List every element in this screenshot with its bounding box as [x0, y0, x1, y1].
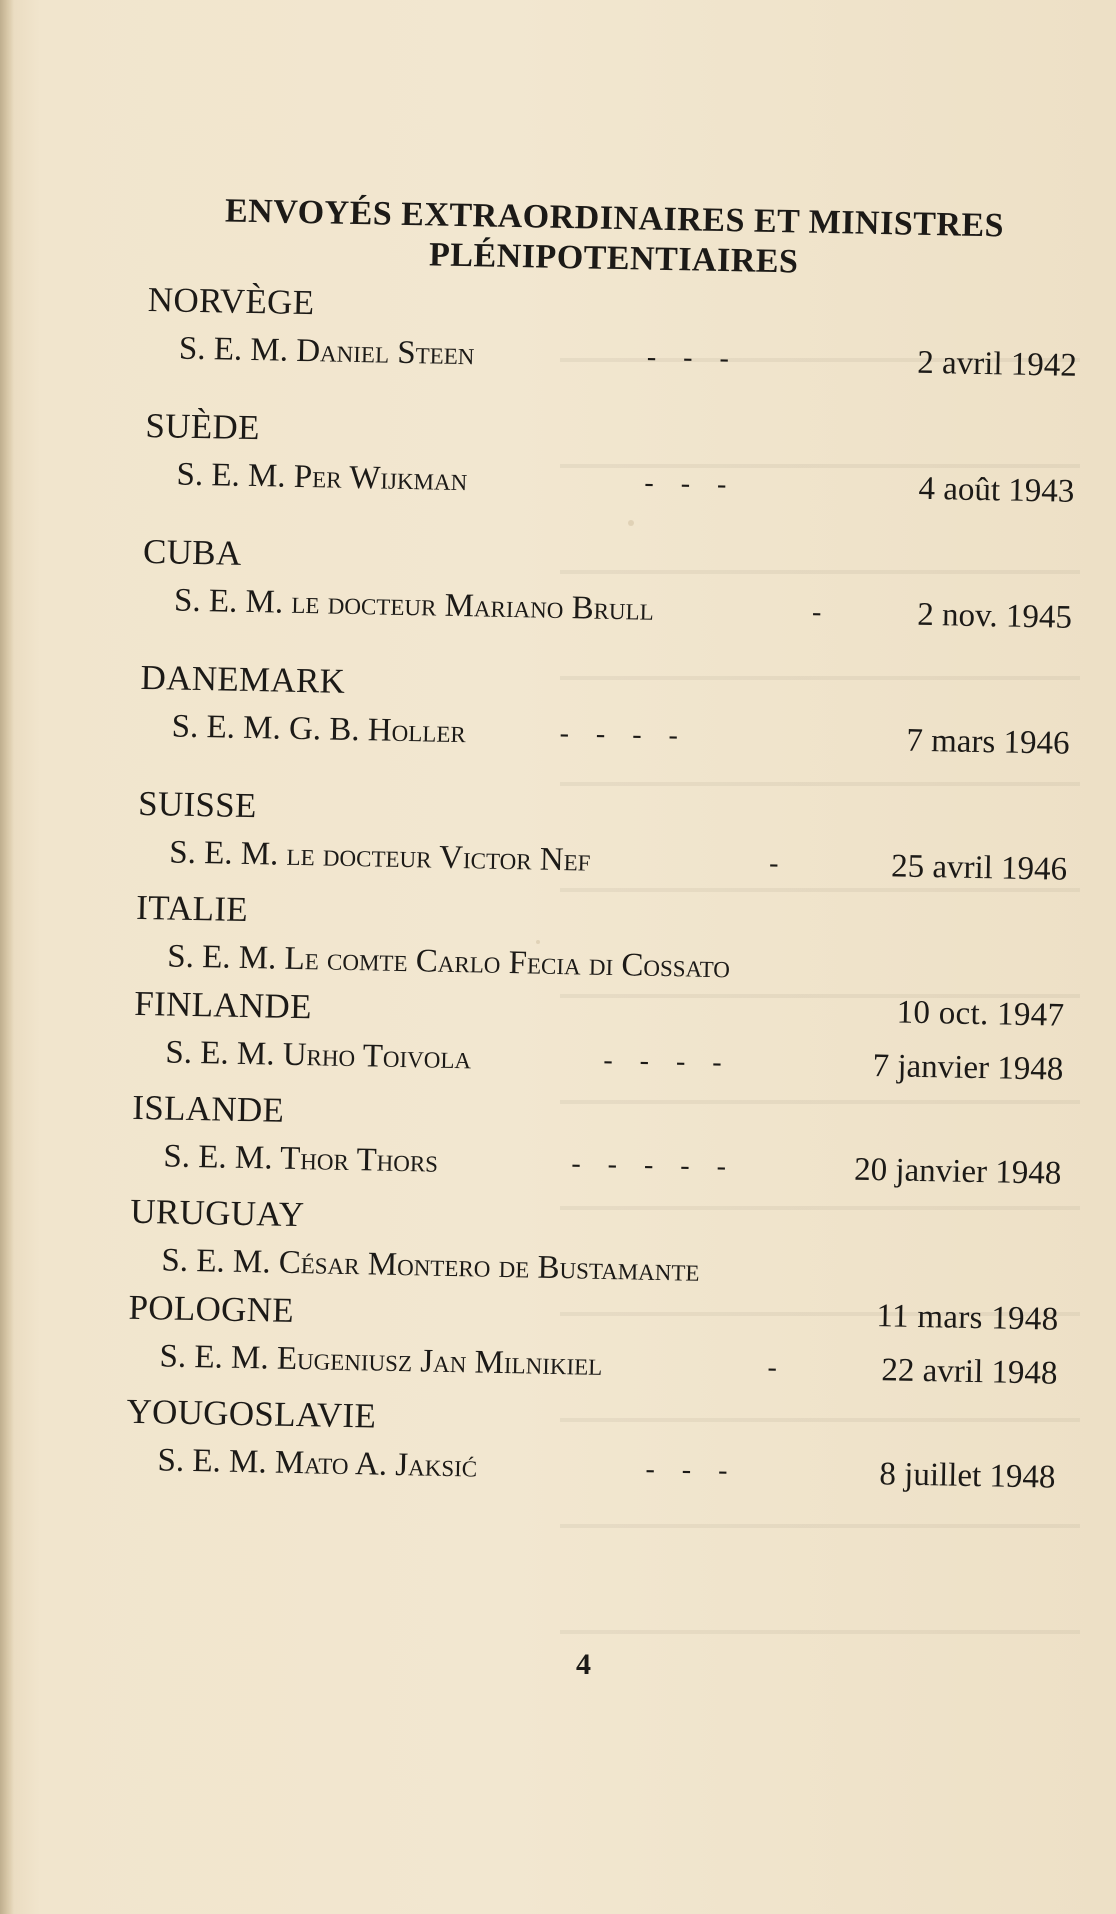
- accreditation-date: 8 juillet 1948: [879, 1456, 1056, 1496]
- envoy-name: S. E. M. Thor Thors: [163, 1138, 439, 1180]
- leader-dashes: -: [767, 1352, 788, 1384]
- accreditation-date: 4 août 1943: [918, 470, 1075, 510]
- country-name: NORVÈGE: [147, 279, 315, 323]
- list-item: [139, 656, 1071, 770]
- list-item: [125, 1390, 1057, 1504]
- list-item: [133, 982, 1065, 1096]
- leader-dashes: - - -: [646, 341, 740, 375]
- country-name: SUISSE: [137, 783, 258, 826]
- envoy-list: [125, 278, 1078, 1504]
- envoy-name: S. E. M. Mato A. Jaksić: [157, 1442, 478, 1485]
- accreditation-date: 20 janvier 1948: [853, 1151, 1062, 1192]
- envoy-name: S. E. M. le docteur Mariano Brull: [173, 582, 655, 628]
- list-item: [127, 1286, 1059, 1400]
- envoy-name: S. E. M. Eugeniusz Jan Milnikiel: [159, 1338, 603, 1383]
- country-name: SUÈDE: [145, 405, 261, 448]
- section-heading: [148, 190, 1079, 288]
- page-number: 4: [576, 1648, 591, 1681]
- leader-dashes: - - - -: [603, 1044, 732, 1079]
- accreditation-date: 22 avril 1948: [881, 1352, 1058, 1392]
- envoy-name: S. E. M. César Montero de Bustamante: [161, 1242, 700, 1289]
- list-item: [146, 278, 1078, 392]
- accreditation-date: 2 nov. 1945: [917, 596, 1073, 636]
- leader-dashes: - - -: [644, 467, 737, 501]
- leader-dashes: - - - - -: [571, 1148, 737, 1183]
- country-name: YOUGOSLAVIE: [126, 1391, 377, 1436]
- leader-dashes: -: [811, 596, 832, 629]
- section-heading-line-1: ENVOYÉS EXTRAORDINAIRES ET MINISTRES: [224, 192, 1005, 245]
- list-item: [142, 530, 1074, 644]
- country-name: DANEMARK: [140, 657, 346, 701]
- country-name: URUGUAY: [130, 1191, 305, 1235]
- envoy-name: S. E. M. G. B. Holler: [171, 708, 467, 751]
- list-item: [137, 782, 1069, 896]
- accreditation-date: 10 oct. 1947: [896, 994, 1065, 1034]
- section-heading-line-2: PLÉNIPOTENTIAIRES: [428, 236, 799, 281]
- leader-dashes: -: [768, 848, 789, 880]
- envoy-name: S. E. M. Daniel Steen: [178, 330, 475, 373]
- accreditation-date: 25 avril 1946: [890, 848, 1068, 888]
- accreditation-date: 11 mars 1948: [876, 1298, 1059, 1338]
- list-item: [135, 886, 1067, 1000]
- list-item: [144, 404, 1076, 518]
- leader-dashes: - - -: [645, 1453, 738, 1487]
- list-item: [131, 1086, 1063, 1200]
- country-name-text: FINLANDE: [134, 983, 313, 1027]
- country-name-text: POLOGNE: [128, 1287, 295, 1330]
- envoy-name: S. E. M. Urho Toivola: [165, 1034, 472, 1077]
- envoy-name: S. E. M. Le comte Carlo Fecia di Cossato: [166, 938, 731, 986]
- envoy-name: S. E. M. Per Wijkman: [176, 456, 468, 499]
- leader-dashes: - - - -: [559, 717, 689, 752]
- country-name: ISLANDE: [132, 1087, 285, 1130]
- accreditation-date: 2 avril 1942: [916, 344, 1078, 384]
- accreditation-date: 7 janvier 1948: [872, 1048, 1064, 1088]
- document-content: [125, 190, 1080, 1504]
- country-name: CUBA: [142, 531, 242, 573]
- list-item: [129, 1190, 1061, 1304]
- envoy-name: S. E. M. le docteur Victor Nef: [168, 834, 591, 879]
- accreditation-date: 7 mars 1946: [906, 722, 1070, 762]
- binding-gutter: [0, 0, 14, 1914]
- country-name: ITALIE: [135, 887, 249, 930]
